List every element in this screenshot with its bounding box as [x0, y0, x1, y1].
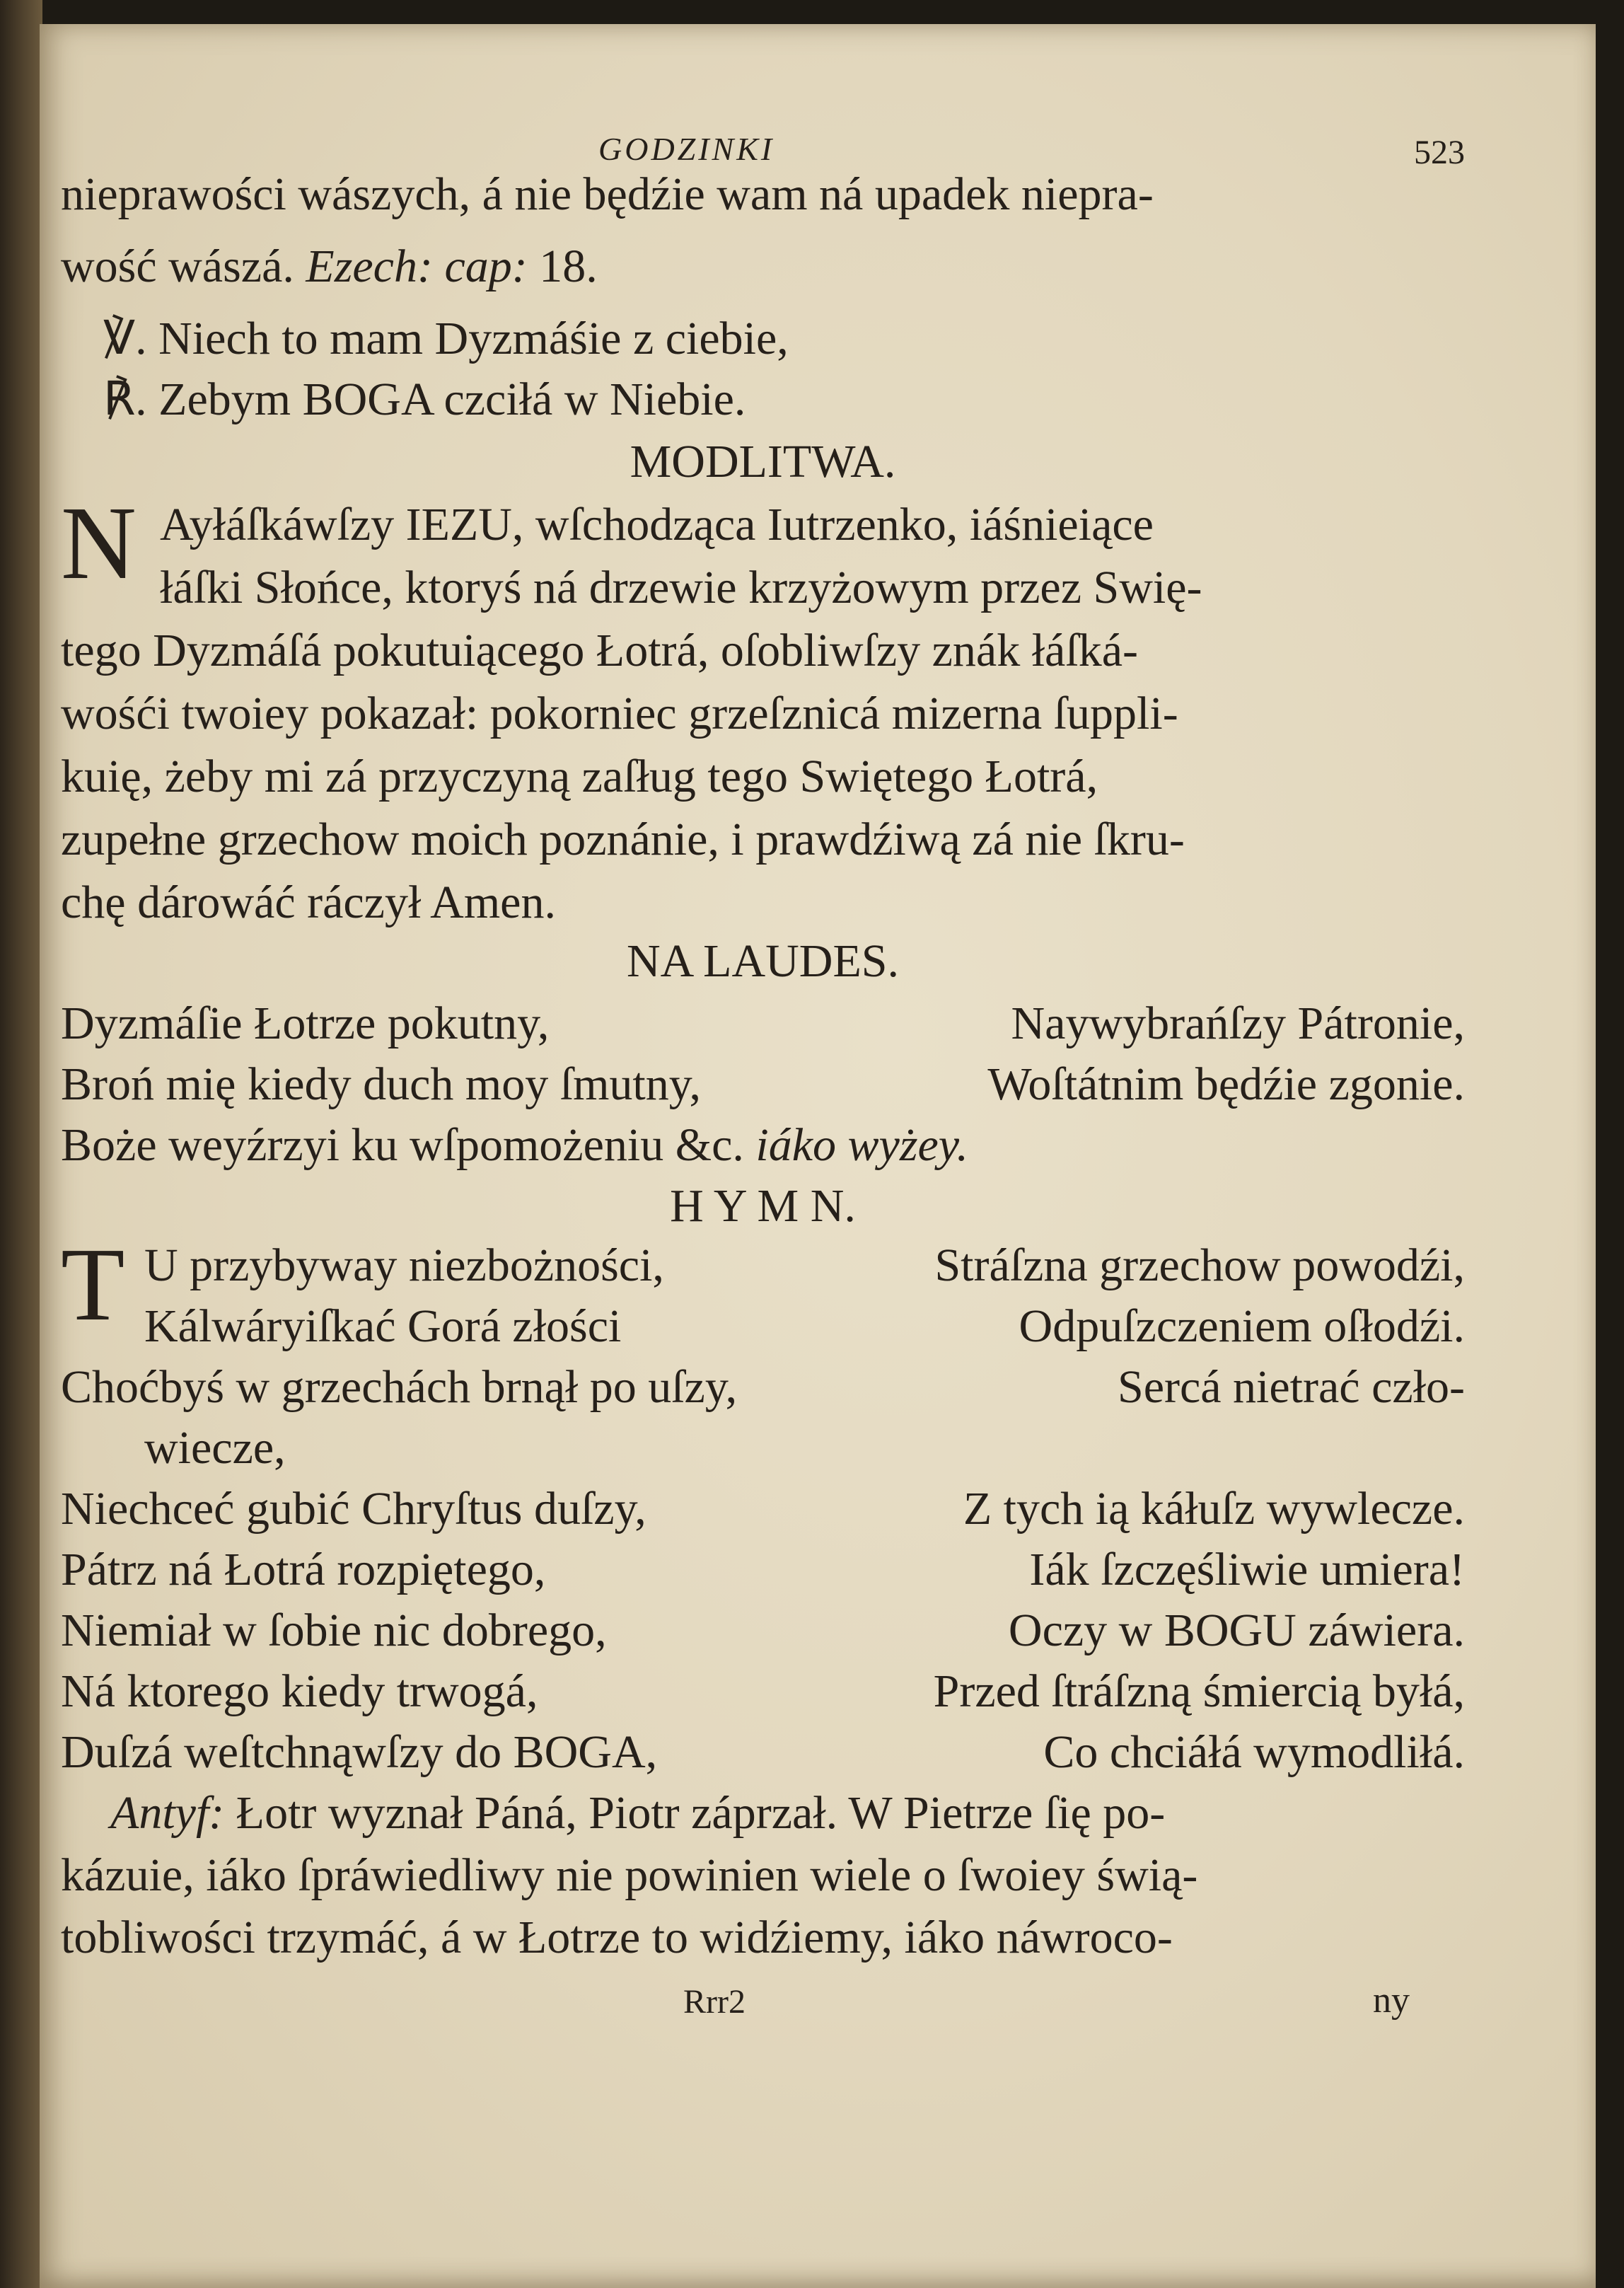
- text-line: nieprawości wászych, á nie będźie wam ná upadek niepra-: [61, 168, 1154, 220]
- dropcap-n: N: [61, 485, 137, 601]
- modlitwa-line: Ayłáſkáwſzy IEZU, wſchodząca Iutrzenko, iáśnieiące: [160, 499, 1154, 550]
- antiphon-line: kázuie, iáko ſpráwiedliwy nie powinien wiele o ſwoiey świą-: [61, 1849, 1198, 1901]
- hymn-verse: U przybyway niezbożności, Stráſzna grzechow powodźi,: [144, 1240, 1465, 1291]
- antiphon-line: tobliwości trzymáć, á w Łotrze to widźiemy, iáko náwroco-: [61, 1912, 1173, 1963]
- versicle-line: ℣. Niech to mam Dyzmáśie z ciebie,: [103, 313, 789, 364]
- hymn-verse: wiecze,: [144, 1422, 286, 1474]
- antiphon-line: Antyf: Łotr wyznał Páná, Piotr záprzał. W Pietrze ſię po-: [110, 1787, 1166, 1839]
- laudes-verse: Dyzmáſie Łotrze pokutny, Naywybrańſzy Pátronie,: [61, 998, 1465, 1049]
- hymn-verse: Pátrz ná Łotrá rozpiętego, Iák ſzczęśliwie umiera!: [61, 1544, 1465, 1595]
- response-line: ℟. Zebym BOGA czciłá w Niebie.: [103, 374, 746, 425]
- hymn-title: H Y M N.: [670, 1180, 856, 1232]
- hymn-verse: Duſzá weſtchnąwſzy do BOGA, Co chciáłá wymodliłá.: [61, 1726, 1465, 1778]
- page-number: 523: [1414, 134, 1465, 171]
- hymn-verse: Choćbyś w grzechách brnął po uſzy, Sercá nietrać czło-: [61, 1361, 1465, 1413]
- book-page: [40, 24, 1596, 2288]
- modlitwa-line: tego Dyzmáſá pokutuiącego Łotrá, oſobliwſzy znák łáſká-: [61, 625, 1138, 676]
- modlitwa-title: MODLITWA.: [630, 436, 896, 487]
- laudes-verse: Boże weyźrzyi ku wſpomożeniu &c. iáko wyżey.: [61, 1119, 968, 1171]
- modlitwa-line: wośći twoiey pokazał: pokorniec grzeſznicá mizerna ſuppli-: [61, 688, 1178, 739]
- running-head: GODZINKI: [598, 131, 775, 167]
- modlitwa-line: chę dárowáć ráczył Amen.: [61, 877, 556, 928]
- hymn-verse: Niechceć gubić Chryſtus duſzy, Z tych ią káłuſz wywlecze.: [61, 1483, 1465, 1535]
- hymn-verse: Kálwáryiſkać Gorá złości Odpuſzczeniem oſłodźi.: [144, 1300, 1465, 1352]
- hymn-verse: Ná ktorego kiedy trwogá, Przed ſtráſzną śmiercią byłá,: [61, 1665, 1465, 1717]
- laudes-title: NA LAUDES.: [626, 935, 899, 987]
- dropcap-t: T: [61, 1227, 125, 1343]
- antiphon-label: Antyf:: [110, 1787, 225, 1839]
- book-binding-edge: [0, 0, 42, 2288]
- laudes-verse: Broń mię kiedy duch moy ſmutny, Woſtátnim będźie zgonie.: [61, 1058, 1465, 1110]
- modlitwa-line: zupełne grzechow moich poznánie, i prawdźiwą zá nie ſkru-: [61, 814, 1185, 865]
- page-header: [61, 130, 1465, 173]
- modlitwa-line: kuię, żeby mi zá przyczyną zaſług tego Swiętego Łotrá,: [61, 751, 1098, 802]
- catchword: ny: [1373, 1980, 1410, 2021]
- modlitwa-line: łáſki Słońce, ktoryś ná drzewie krzyżowym przez Swię-: [160, 562, 1202, 613]
- hymn-verse: Niemiał w ſobie nic dobrego, Oczy w BOGU záwiera.: [61, 1605, 1465, 1656]
- text-line-citation: wość wászá. Ezech: cap: 18.: [61, 241, 598, 292]
- signature-mark: Rrr2: [683, 1983, 746, 2021]
